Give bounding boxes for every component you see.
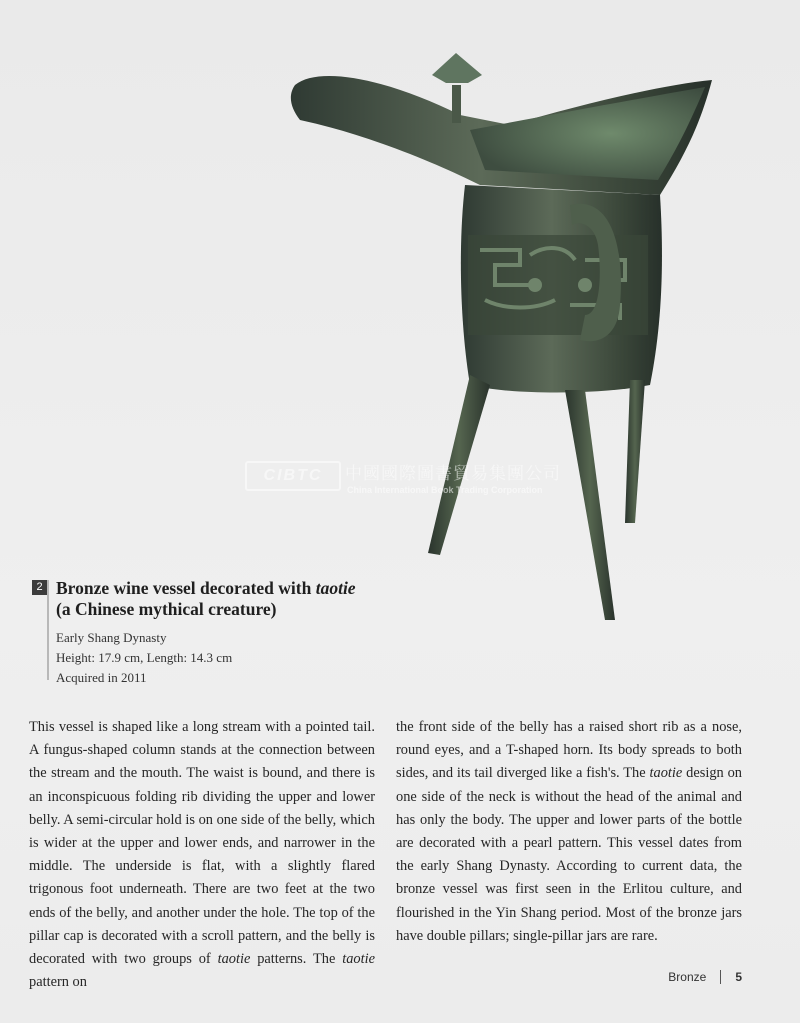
- bronze-jue-vessel-image: [280, 45, 730, 625]
- text-run: pattern on: [29, 974, 87, 991]
- caption-acquired: Acquired in 2011: [56, 670, 147, 685]
- page-number: 5: [735, 970, 742, 984]
- figure-number-badge: 2: [32, 580, 47, 595]
- caption-rule: [47, 580, 49, 680]
- caption-period: Early Shang Dynasty: [56, 630, 167, 645]
- body-column-right: [396, 716, 742, 948]
- text-run: the front side of the belly has a raised short rib as a nose, round eyes, and a T-shaped horn. Its body spreads to both sides, and its tail diverged like a fish's. The: [396, 719, 742, 782]
- caption-title: [56, 578, 396, 620]
- italic-term: taotie: [342, 951, 375, 968]
- body-paragraph-left: [29, 716, 375, 994]
- caption-metadata: [56, 628, 232, 688]
- publisher-watermark: [245, 455, 565, 505]
- caption-title-prefix: Bronze wine vessel decorated with: [56, 578, 316, 598]
- text-run: This vessel is shaped like a long stream with a pointed tail. A fungus-shaped column stands at the connection between the stream and the mouth. The waist is bound, and there is an inconspicuous folding rib dividing the upper and lower belly. A semi-circular hold is on one side of the belly, which is wider at the upper and lower ends, and narrower in the middle. The underside is flat, with a slightly flared trigonous foot underneath. There are two feet at the two ends of the belly, and another under the hole. The top of the pillar cap is decorated with a scroll pattern, and the belly is decorated with two groups of: [29, 719, 375, 968]
- body-column-left: [29, 716, 375, 994]
- caption-title-italic: taotie: [315, 578, 356, 598]
- text-run: design on one side of the neck is without the head of the animal and has only the body. The upper and lower parts of the bottle are decorated with a pearl pattern. This vessel dates from the early Shang Dynasty. According to current data, the bronze vessel was first seen in the Erlitou culture, and flourished in the Yin Shang period. Most of the bronze jars have double pillars; single-pillar jars are rare.: [396, 765, 742, 944]
- body-paragraph-right: [396, 716, 742, 948]
- footer-separator: [720, 970, 721, 984]
- text-run: patterns. The: [250, 951, 343, 968]
- watermark-english-text: China International Book Trading Corporation: [347, 485, 543, 495]
- caption-dimensions: Height: 17.9 cm, Length: 14.3 cm: [56, 650, 233, 665]
- caption-title-suffix: (a Chinese mythical creature): [56, 599, 277, 619]
- footer-section: Bronze: [668, 970, 707, 984]
- italic-term: taotie: [217, 951, 251, 968]
- italic-term: taotie: [649, 765, 683, 782]
- watermark-logo: CIBTC: [245, 461, 341, 491]
- watermark-chinese-text: 中國國際圖書貿易集團公司: [345, 464, 561, 484]
- page-footer: [668, 970, 742, 984]
